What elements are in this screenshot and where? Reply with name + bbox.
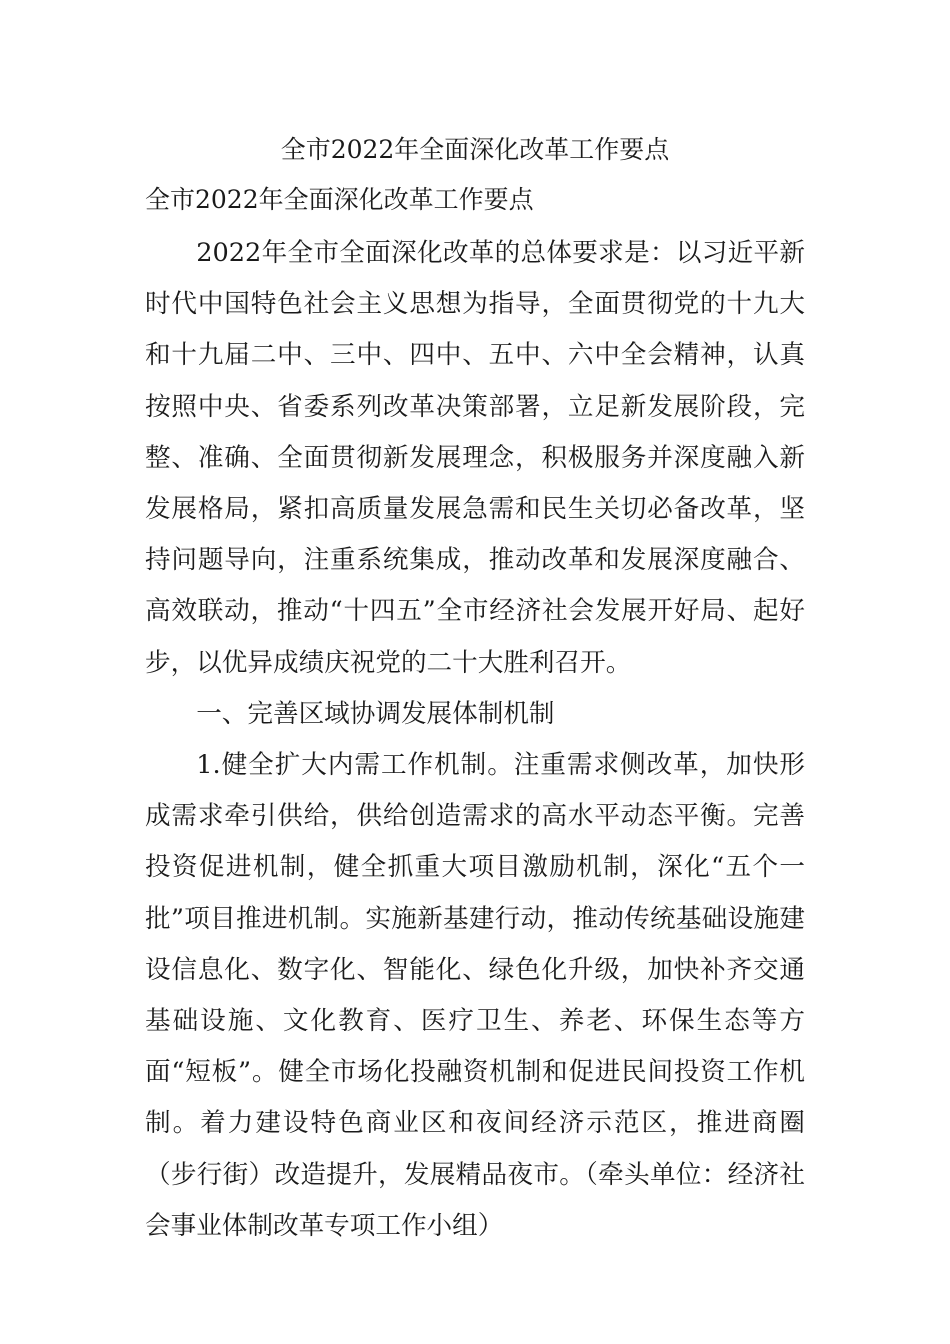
paragraph-general-requirements: 2022年全市全面深化改革的总体要求是：以习近平新时代中国特色社会主义思想为指导，全面贯彻党的十九大和十九届二中、三中、四中、五中、六中全会精神，认真按照中央、省委系列改革决策部署，立足新发展阶段，完整、准确、全面贯彻新发展理念，积极服务并深度融入新发展格局，紧扣高质量发展急需和民生关切必备改革，坚持问题导向，注重系统集成，推动改革和发展深度融合、高效联动，推动“十四五”全市经济社会发展开好局、起好步，以优异成绩庆祝党的二十大胜利召开。	[145, 238, 805, 678]
section-heading-1: 一、完善区域协调发展体制机制	[196, 698, 555, 729]
document-subtitle: 全市2022年全面深化改革工作要点	[145, 185, 534, 214]
document-title: 全市2022年全面深化改革工作要点	[280, 135, 670, 164]
paragraph-item-1: 1.健全扩大内需工作机制。注重需求侧改革，加快形成需求牵引供给，供给创造需求的高水平动态平衡。完善投资促进机制，健全抓重大项目激励机制，深化“五个一批”项目推进机制。实施新基建行动，推动传统基础设施建设信息化、数字化、智能化、绿色化升级，加快补齐交通基础设施、文化教育、医疗卫生、养老、环保生态等方面“短板”。健全市场化投融资机制和促进民间投资工作机制。着力建设特色商业区和夜间经济示范区，推进商圈（步行街）改造提升，发展精品夜市。（牵头单位：经济社会事业体制改革专项工作小组）	[145, 750, 805, 1241]
document-body	[145, 228, 805, 1252]
